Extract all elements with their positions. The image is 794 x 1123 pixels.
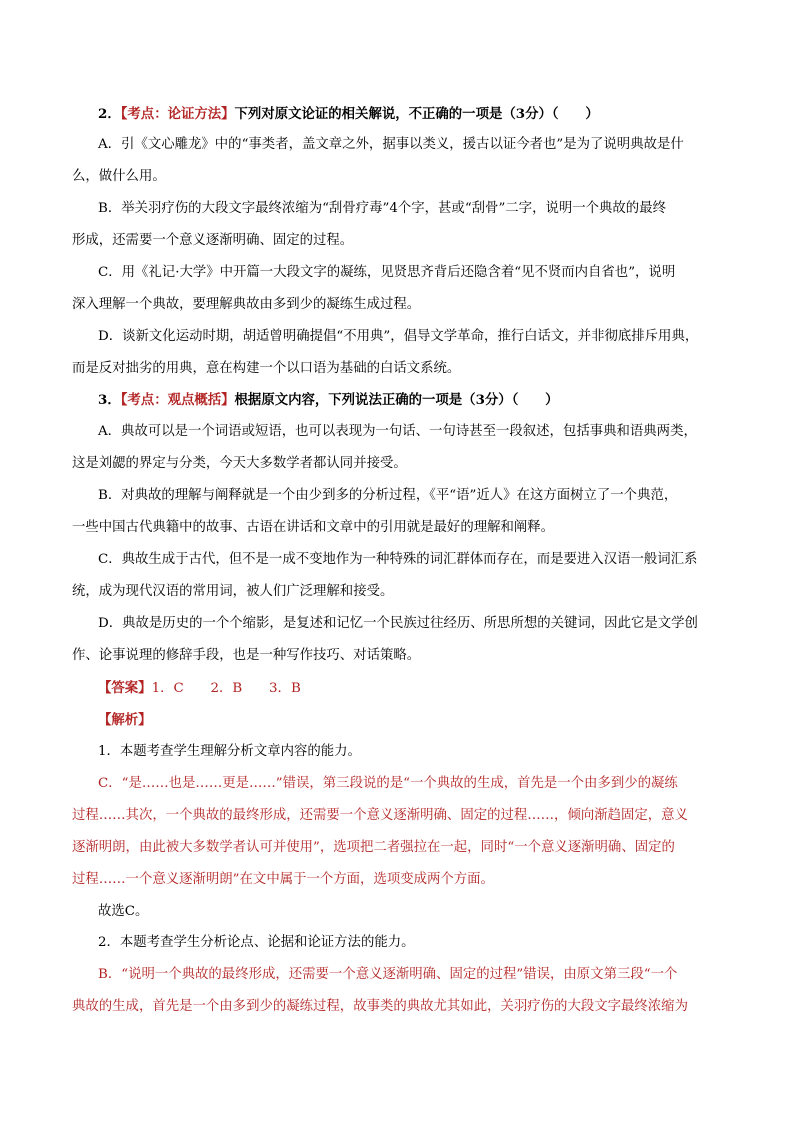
q3-option-b-line2: 一些中国古代典籍中的故事、古语在讲话和文章中的引用就是最好的理解和阐释。: [72, 520, 555, 535]
question-2-stem: [98, 104, 599, 124]
q3-option-a-line2: 这是刘勰的界定与分类，今天大多数学者都认同并接受。: [72, 456, 407, 471]
q2-option-b-line1: B．举关羽疗伤的大段文字最终浓缩为“刮骨疗毒”4个字，甚或“刮骨”二字，说明一个典故的最终: [98, 201, 666, 216]
q2-option-c-line1: C．用《礼记·大学》中开篇一大段文字的凝练，见贤思齐背后还隐含着“见不贤而内自省也”，说明: [98, 265, 676, 280]
answer-values: 1．C 2．B 3．B: [151, 681, 301, 696]
analysis-1-conclusion: 故选C。: [98, 904, 149, 919]
analysis-1-line2: 过程……其次，一个典故的最终形成，还需要一个意义逐渐明确、固定的过程……，倾向渐趋固定，意义: [72, 808, 688, 823]
analysis-2-line1: B．“说明一个典故的最终形成，还需要一个意义逐渐明确、固定的过程”错误，由原文第三段“一个: [98, 967, 678, 982]
q3-option-c-line2: 统，成为现代汉语的常用词，被人们广泛理解和接受。: [72, 584, 394, 599]
analysis-1-line3: 逐渐明朗，由此被大多数学者认可并使用”，选项把二者强拉在一起，同时“一个意义逐渐明确、固定的: [72, 840, 675, 855]
analysis-1-line1: C．“是……也是……更是……”错误，第三段说的是“一个典故的生成，首先是一个由多到少的凝练: [98, 776, 678, 791]
analysis-1-intro: 1．本题考查学生理解分析文章内容的能力。: [98, 744, 361, 759]
question-2-text: 下列对原文论证的相关解说，不正确的一项是（3分）（ ）: [234, 106, 599, 122]
q3-option-b-line1: B．对典故的理解与阐释就是一个由少到多的分析过程，《平“语”近人》在这方面树立了一个典范，: [98, 488, 678, 503]
question-2-number: 2．: [98, 106, 121, 122]
q3-option-a-line1: A．典故可以是一个词语或短语，也可以表现为一句话、一句诗甚至一段叙述，包括事典和语典两类，: [98, 424, 697, 439]
q2-option-a-line1: A．引《文心雕龙》中的“事类者，盖文章之外，据事以类义，援古以证今者也”是为了说明典故是什: [98, 137, 684, 152]
q3-option-d-line2: 作、论事说理的修辞手段，也是一种写作技巧、对话策略。: [72, 648, 421, 663]
answer-row: [98, 678, 301, 699]
question-3-text: 根据原文内容，下列说法正确的一项是（3分）（ ）: [234, 392, 559, 408]
q3-option-c-line1: C．典故生成于古代，但不是一成不变地作为一种特殊的词汇群体而存在，而是要进入汉语一般词汇系: [98, 552, 698, 567]
analysis-1-line4: 过程……一个意义逐渐明朗”在文中属于一个方面，选项变成两个方面。: [72, 872, 494, 887]
q2-option-b-line2: 形成，还需要一个意义逐渐明确、固定的过程。: [72, 233, 354, 248]
question-3-number: 3．: [98, 392, 121, 408]
q2-option-a-line2: 么，做什么用。: [72, 169, 166, 184]
q2-option-d-line1: D．谈新文化运动时期，胡适曾明确提倡“不用典”，倡导文学革命，推行白话文，并非彻底排斥用典，: [98, 329, 699, 344]
q3-option-d-line1: D．典故是历史的一个个缩影，是复述和记忆一个民族过往经历、所思所想的关键词，因此它是文学创: [98, 616, 698, 631]
analysis-label: 【解析】: [98, 712, 152, 728]
question-3-stem: [98, 390, 559, 410]
q2-option-d-line2: 而是反对拙劣的用典，意在构建一个以口语为基础的白话文系统。: [72, 361, 461, 376]
q2-option-c-line2: 深入理解一个典故，要理解典故由多到少的凝练生成过程。: [72, 297, 421, 312]
question-3-tag: 【考点：观点概括】: [120, 392, 235, 408]
question-2-tag: 【考点：论证方法】: [120, 106, 235, 122]
analysis-2-intro: 2．本题考查学生分析论点、论据和论证方法的能力。: [98, 935, 415, 950]
answer-label: 【答案】: [98, 680, 152, 696]
analysis-2-line2: 典故的生成，首先是一个由多到少的凝练过程，故事类的典故尤其如此，关羽疗伤的大段文字最终浓缩为: [72, 999, 688, 1014]
